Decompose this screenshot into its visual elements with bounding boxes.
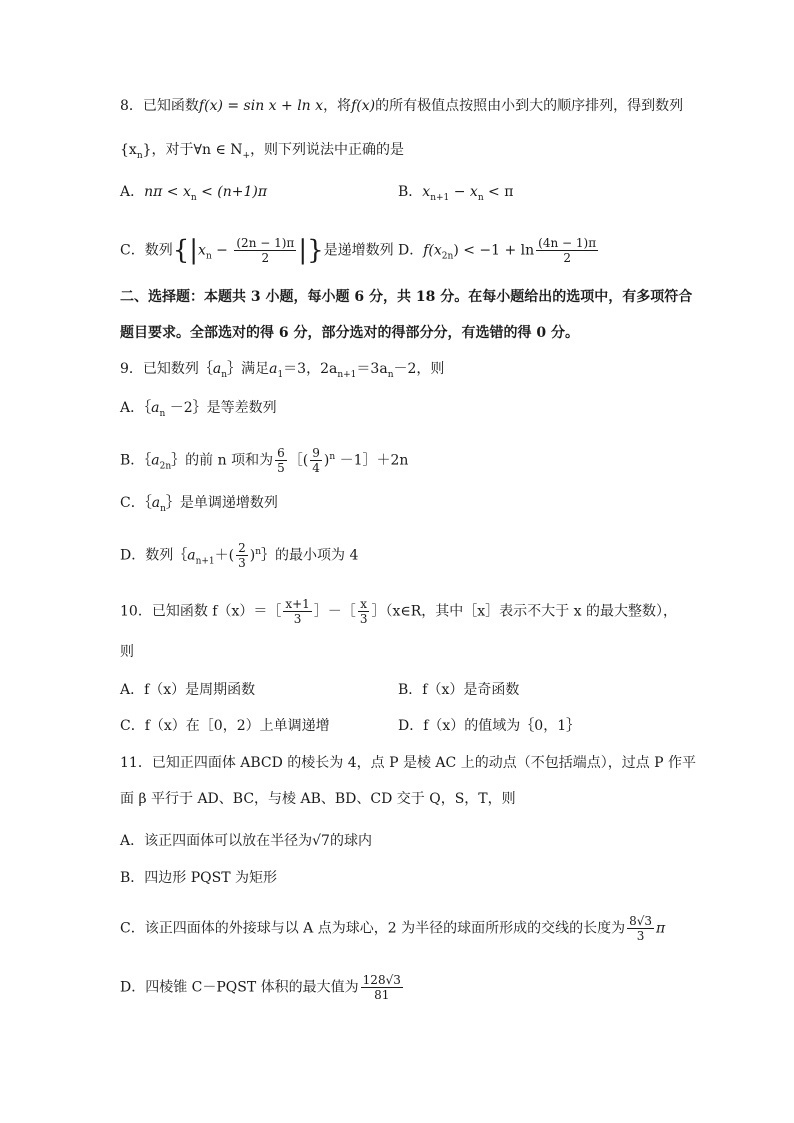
q8-opt-b-label: B． [398, 184, 423, 200]
q11-opt-c-den: 3 [636, 929, 645, 943]
q9-opt-d-tail: ｝的最小项为 4 [261, 547, 359, 564]
q9-opt-b-fraction2 [310, 446, 322, 475]
q8-opt-b-sub1: n+1 [430, 192, 450, 203]
q8-forall: ∀n ∈ N [193, 142, 243, 158]
q8-opt-c-brace-close: |} [298, 235, 324, 266]
q9-option-a [120, 398, 277, 424]
q8-option-a [120, 182, 267, 208]
q9-opt-b-fraction1 [275, 446, 287, 475]
q9-opt-c-a: a [151, 495, 161, 511]
q8-opt-b-sub2: n [477, 192, 484, 203]
q11-opt-c-fraction [627, 914, 654, 943]
q8-opt-d-den: 2 [563, 251, 571, 265]
q8-opt-d-f: f(x [423, 242, 442, 259]
q9-cond3-sub: n [387, 369, 394, 380]
q9-opt-d-num: 2 [238, 541, 246, 555]
q9-cond1-sub: 1 [277, 369, 284, 380]
q8-opt-d-fraction [536, 236, 598, 265]
q10-option-b: B．f（x）是奇函数 [398, 682, 520, 698]
q8-opt-b-mid: − x [449, 184, 478, 200]
q9-opt-a-a: a [151, 400, 160, 416]
q8-option-c [120, 236, 394, 266]
q8-opt-a-tail: < (n+1)π [196, 184, 268, 200]
q8-opt-d-label: D． [398, 242, 424, 259]
q8-line2-suffix: ，则下列说法中正确的是 [250, 142, 405, 158]
q8-stem-line1 [120, 96, 683, 116]
q9-cond2-sub: n+1 [337, 369, 357, 380]
q8-prefix: 8．已知函数 [120, 98, 199, 114]
q9-opt-b-g-den: 4 [312, 461, 320, 475]
q10-f1-den: 3 [293, 612, 302, 626]
q8-opt-d-num: (4n − 1)π [538, 236, 597, 250]
q9-opt-b-a: a [151, 452, 160, 469]
q11-opt-a-prefix: A．该正四面体可以放在半径为 [120, 833, 313, 849]
q9-opt-b-mid: ｝的前 n 项和为 [171, 452, 274, 469]
q11-opt-c-pi: π [656, 920, 666, 937]
q9-opt-d-mid: ＋( [214, 547, 235, 564]
q9-cond2-tail: ＝3a [356, 361, 388, 377]
q11-opt-c-num: 8√3 [629, 914, 652, 928]
q10-option-a: A．f（x）是周期函数 [120, 682, 256, 698]
q8-opt-d-mid: ) < −1 + ln [453, 242, 535, 259]
q8-opt-c-fraction [234, 236, 296, 265]
q11-option-d [120, 973, 405, 1002]
q11-opt-d-den: 81 [374, 988, 390, 1002]
q10-fraction1 [283, 597, 311, 626]
q10-f1-num: x+1 [285, 597, 310, 611]
q9-option-b: B．$\{a_{2n}\}$的前 n 项和为 $\frac{6}{5}$ ［( $\frac{9}{4}$ )$^n$ －1］＋2n [120, 446, 409, 475]
q10-stem-line2: 则 [120, 644, 134, 660]
q9-opt-a-sub: n [159, 408, 166, 419]
q10-stem-line1 [120, 597, 677, 626]
q11-opt-a-val: √7 [312, 833, 330, 849]
q11-stem-line1: 11．已知正四面体 ABCD 的棱长为 4，点 P 是棱 AC 上的动点（不包括端点），过点 P 作平 [120, 755, 697, 771]
q8-opt-c-num: (2n − 1)π [236, 236, 295, 250]
q11-opt-d-prefix: D．四棱锥 C－PQST 体积的最大值为 [120, 979, 359, 996]
q9-opt-d-fraction [236, 541, 248, 570]
q11-option-c [120, 914, 665, 943]
q10-option-c: C．f（x）在［0，2）上单调递增 [120, 718, 330, 734]
q9-opt-d-pow: n [255, 546, 262, 557]
q8-mid: ，将 [323, 98, 352, 114]
q9-opt-a-tail: －2｝是等差数列 [165, 400, 277, 416]
q9-option-c [120, 493, 278, 519]
q8-option-d [398, 236, 600, 266]
q8-opt-c-tail: 是递增数列 [323, 242, 394, 259]
q9-a-sub: n [221, 369, 228, 380]
q9-opt-b-label: B．｛ [120, 452, 152, 469]
q8-opt-a-label: A． [120, 184, 145, 200]
q9-a: a [212, 361, 222, 377]
q10-suffix: ］（x∈R，其中［x］表示不大于 x 的最大整数）， [371, 603, 677, 620]
q10-option-d: D．f（x）的值域为｛0，1｝ [398, 718, 581, 734]
q9-opt-b-f-num: 6 [277, 446, 285, 460]
q8-suffix: 的所有极值点按照由小到大的顺序排列，得到数列 [375, 98, 684, 114]
q9-opt-b-f-den: 5 [277, 461, 285, 475]
q9-prefix: 9．已知数列｛ [120, 361, 213, 377]
q11-opt-c-prefix: C．该正四面体的外接球与以 A 点为球心，2 为半径的球面所形成的交线的长度为 [120, 920, 626, 937]
q8-option-b [398, 182, 513, 208]
q8-stem-line2 [120, 140, 404, 166]
q9-opt-d-sub: n+1 [195, 556, 215, 567]
q9-suffix: －2，则 [393, 361, 445, 377]
q9-stem [120, 359, 444, 385]
q9-opt-c-sub: n [160, 503, 166, 514]
q9-opt-b-g-num: 9 [312, 446, 320, 460]
q11-opt-d-num: 128√3 [362, 973, 401, 987]
q10-f2-den: 3 [359, 612, 368, 626]
q9-opt-d-den: 3 [238, 556, 246, 570]
q9-opt-c-tail: ｝是单调递增数列 [165, 495, 278, 511]
q9-opt-b-bracket: ［( [288, 452, 309, 469]
q8-opt-d-sub: 2n [441, 251, 454, 262]
q9-opt-b-pow: n [329, 451, 336, 462]
q8-fx: f(x) [351, 98, 376, 114]
q8-opt-b-tail: < π [483, 184, 514, 200]
q8-forall-sub: + [242, 150, 251, 161]
q8-seq-sub: n [136, 150, 143, 161]
q9-opt-b-sub: 2n [159, 461, 172, 472]
q10-prefix: 10．已知函数 f（x）＝［ [120, 603, 282, 620]
q10-f2-num: x [358, 597, 370, 612]
q9-opt-d-label: D．数列｛ [120, 547, 188, 564]
section2-line1: 二、选择题：本题共 3 小题，每小题 6 分，共 18 分。在每小题给出的选项中，有多项符合 [120, 289, 693, 305]
q8-opt-c-label: C．数列 [120, 242, 173, 259]
q8-line2-mid: ，对于 [151, 142, 194, 158]
section2-line2: 题目要求。全部选对的得 6 分，部分选对的得部分分，有选错的得 0 分。 [120, 325, 579, 341]
q9-cond1: a [269, 361, 278, 377]
q11-option-a [120, 831, 372, 851]
q8-func: f(x) = sin x + ln x [198, 98, 324, 114]
q8-seq-end: } [142, 142, 152, 158]
q8-opt-c-x: x [198, 242, 206, 259]
q8-opt-a-sub: n [190, 192, 197, 203]
q9-mid: ｝满足 [227, 361, 270, 377]
q11-opt-a-suffix: 的球内 [329, 833, 372, 849]
q10-mid: ］－［ [313, 603, 356, 620]
q9-opt-d-a: a [187, 547, 196, 564]
q9-cond1-tail: ＝3，2a [283, 361, 338, 377]
q11-stem-line2: 面 β 平行于 AD、BC，与棱 AB、BD、CD 交于 Q，S，T，则 [120, 791, 516, 807]
q10-fraction2 [358, 597, 370, 626]
q9-option-d: D．数列$\{a_{n+1}+$( $\frac{2}{3}$ )$^n$｝的最小项为 4 [120, 541, 359, 570]
q11-opt-d-fraction [361, 973, 403, 1002]
q8-opt-c-x-sub: n [205, 251, 212, 262]
q9-opt-b-tail: －1］＋2n [335, 452, 409, 469]
q8-opt-b-text: x [422, 184, 431, 200]
q8-opt-c-den: 2 [261, 251, 270, 265]
q8-opt-c-minus: − [211, 242, 233, 259]
q11-option-b: B．四边形 PQST 为矩形 [120, 870, 278, 886]
q8-opt-c-brace-open: {| [172, 235, 199, 266]
q8-seq: {x [120, 142, 137, 158]
q8-opt-a-text: nπ < x [144, 184, 191, 200]
q9-opt-c-label: C．｛ [120, 495, 152, 511]
q9-opt-a-label: A．｛ [120, 400, 152, 416]
